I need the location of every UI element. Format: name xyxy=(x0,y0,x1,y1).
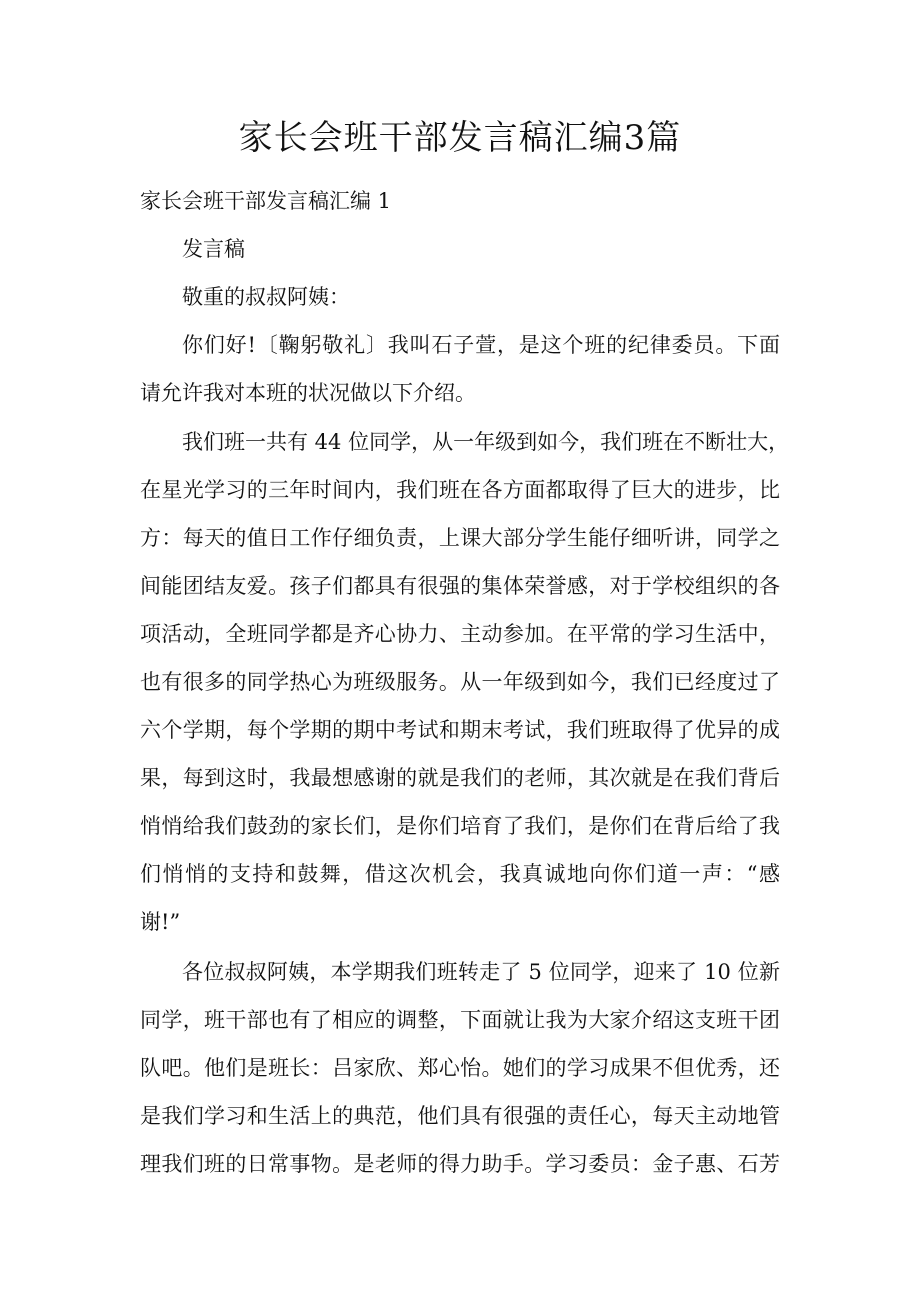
body-text-line: 六个学期，每个学期的期中考试和期末考试，我们班取得了优异的成 xyxy=(140,718,780,742)
body-text-line: 方：每天的值日工作仔细负责，上课大部分学生能仔细听讲，同学之 xyxy=(140,526,780,550)
body-text-line: 我们班一共有 44 位同学，从一年级到如今，我们班在不断壮大， xyxy=(182,430,790,454)
section-heading: 家长会班干部发言稿汇编 1 xyxy=(140,189,392,213)
body-text-line: 你们好!〔鞠躬敬礼〕我叫石子萱，是这个班的纪律委员。下面 xyxy=(182,333,780,357)
body-text-line: 谢!” xyxy=(140,910,181,934)
body-text-line: 发言稿 xyxy=(182,237,245,261)
body-text-line: 请允许我对本班的状况做以下介绍。 xyxy=(140,381,476,405)
body-text-line: 是我们学习和生活上的典范，他们具有很强的责任心，每天主动地管 xyxy=(140,1104,780,1128)
body-text-line: 各位叔叔阿姨，本学期我们班转走了 5 位同学，迎来了 10 位新 xyxy=(182,960,780,984)
body-text-line: 敬重的叔叔阿姨： xyxy=(182,285,350,309)
body-text-line: 也有很多的同学热心为班级服务。从一年级到如今，我们已经度过了 xyxy=(140,670,780,694)
body-text-line: 项活动，全班同学都是齐心协力、主动参加。在平常的学习生活中， xyxy=(140,622,780,646)
body-text-line: 果，每到这时，我最想感谢的就是我们的老师，其次就是在我们背后 xyxy=(140,766,780,790)
body-text-line: 们悄悄的支持和鼓舞，借这次机会，我真诚地向你们道一声：“感 xyxy=(140,862,780,886)
document-title: 家长会班干部发言稿汇编3篇 xyxy=(238,118,682,158)
body-text-line: 悄悄给我们鼓劲的家长们，是你们培育了我们，是你们在背后给了我 xyxy=(140,814,780,838)
body-text-line: 间能团结友爱。孩子们都具有很强的集体荣誉感，对于学校组织的各 xyxy=(140,574,780,598)
body-text-line: 队吧。他们是班长：吕家欣、郑心怡。她们的学习成果不但优秀，还 xyxy=(140,1056,780,1080)
body-text-line: 在星光学习的三年时间内，我们班在各方面都取得了巨大的进步，比 xyxy=(140,478,780,502)
body-text-line: 同学，班干部也有了相应的调整，下面就让我为大家介绍这支班干团 xyxy=(140,1008,780,1032)
body-text-line: 理我们班的日常事物。是老师的得力助手。学习委员：金子惠、石芳 xyxy=(140,1152,780,1176)
